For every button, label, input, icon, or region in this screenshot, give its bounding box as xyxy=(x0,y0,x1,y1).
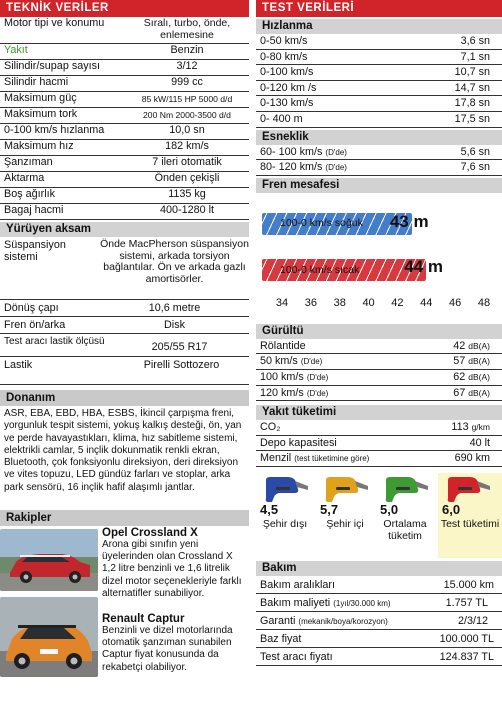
spec-row-torque: Maksimum tork 200 Nm 2000-3500 d/d xyxy=(0,108,249,124)
running-gear-table xyxy=(0,237,249,385)
rival-renault xyxy=(102,613,248,674)
renault-captur-photo xyxy=(0,597,98,677)
flexibility-header: Esneklik xyxy=(256,130,502,145)
spec-row-drive: Aktarma Önden çekişli xyxy=(0,172,249,188)
accel-row: 0- 400 m 17,5 sn xyxy=(256,112,502,128)
fuel-item xyxy=(256,473,314,558)
brake-tick-label: 42 xyxy=(391,296,404,309)
test-header: TEST VERİLERİ xyxy=(256,0,502,17)
flexibility-table xyxy=(256,145,502,176)
running-row-turning: Dönüş çapı 10,6 metre xyxy=(0,300,249,317)
running-row-tire: Lastik Pirelli Sottozero xyxy=(0,357,249,385)
fuel-item xyxy=(316,473,374,558)
spec-row-top-speed: Maksimum hız 182 km/s xyxy=(0,140,249,156)
running-row-brakes: Fren ön/arka Disk xyxy=(0,317,249,334)
test-data-column xyxy=(256,0,502,706)
specs-table xyxy=(0,17,249,220)
maint-row: Bakım maliyeti (1yıl/30.000 km) 1.757 TL xyxy=(256,594,502,612)
maintenance-header: Bakım xyxy=(256,561,502,576)
running-gear-header: Yürüyen aksam xyxy=(0,222,249,237)
accel-row: 0-80 km/s 7,1 sn xyxy=(256,50,502,66)
opel-crossland-photo xyxy=(0,529,98,591)
acceleration-header: Hızlanma xyxy=(256,19,502,34)
fuel-value: 4,5 xyxy=(260,501,279,517)
brake-distance-chart xyxy=(256,193,502,323)
accel-row: 0-130 km/s 17,8 sn xyxy=(256,96,502,112)
technical-data-column xyxy=(0,0,249,706)
maint-row: Garanti (mekanik/boya/korozyon) 2/3/12 xyxy=(256,612,502,630)
rival-opel xyxy=(102,527,248,600)
consumption-row: Menzil (test tüketimine göre) 690 km xyxy=(256,451,502,467)
brake-tick-label: 46 xyxy=(449,296,462,309)
consumption-row: CO₂ 113 g/km xyxy=(256,420,502,436)
noise-row: Rölantide 42 dB(A) xyxy=(256,339,502,355)
fuel-consumption-icons xyxy=(256,473,502,559)
spec-row-engine: Motor tipi ve konumu Sıralı, turbo, önde, enlemesine xyxy=(0,17,249,44)
brake-value-cold: 43 m xyxy=(389,211,429,231)
brake-label-hot: 100-0 km/s sıcak xyxy=(280,263,360,276)
noise-table xyxy=(256,339,502,401)
rival-opel-title: Opel Crossland X xyxy=(102,527,198,539)
fuel-label: Test tüketimi xyxy=(440,517,500,530)
accel-row: 0-120 km /s 14,7 sn xyxy=(256,81,502,97)
rival-renault-text: Benzinli ve dizel motorlarında otomatik şanzıman sunabilen Captur fiyat konusunda da rekabetçi olabiliyor. xyxy=(102,625,233,673)
brake-label-cold: 100-0 km/s soğuk xyxy=(280,216,363,229)
consumption-header: Yakıt tüketimi xyxy=(256,405,502,420)
fuel-nozzle-icon xyxy=(446,477,492,503)
fuel-nozzle-icon xyxy=(264,477,310,503)
rival-renault-title: Renault Captur xyxy=(102,613,185,625)
brake-tick-label: 44 xyxy=(420,296,433,309)
brake-header: Fren mesafesi xyxy=(256,178,502,193)
consumption-row: Depo kapasitesi 40 lt xyxy=(256,436,502,452)
noise-row: 50 km/s (D'de) 57 dB(A) xyxy=(256,354,502,370)
brake-tick-label: 36 xyxy=(304,296,317,309)
equipment-text: ASR, EBA, EBD, HBA, ESBS, İkincil çarpışma freni, yorgunluk tespit sistemi, yokuş kalkış desteği, ön, yan ve perde havayastıkları, klima, hız sabitleme sistemi, elektrikli camlar, 5 inçlik dokunmatik renkli ekran, Bluetooth, çok fonksiyonlu direksiyon, deri direksiyon ve vites topuzu, LED gündüz farları ve stoplar, arka park sensörü, 16 inçlik hafif alaşımlı jantlar. xyxy=(4,408,242,493)
noise-row: 120 km/s (D'de) 67 dB(A) xyxy=(256,386,502,402)
equipment-header: Donanım xyxy=(0,390,249,406)
fuel-label: Ortalama tüketim xyxy=(383,517,427,542)
noise-row: 100 km/s (D'de) 62 dB(A) xyxy=(256,370,502,386)
maint-row: Test aracı fiyatı 124.837 TL xyxy=(256,648,502,666)
brake-tick-label: 48 xyxy=(477,296,491,309)
running-row-suspension: Süspansiyon sistemi Önde MacPherson süspansiyon sistemi, arkada torsiyon bağlantılar. Ön ve arkada gazlı amortisörler. xyxy=(0,237,249,300)
fuel-value: 5,7 xyxy=(320,501,339,517)
fuel-value: 6,0 xyxy=(442,501,461,517)
acceleration-table xyxy=(256,34,502,128)
spec-row-power: Maksimum güç 85 kW/115 HP 5000 d/d xyxy=(0,92,249,108)
fuel-value: 5,0 xyxy=(380,501,399,517)
fuel-nozzle-icon xyxy=(324,477,370,503)
accel-row: 0-50 km/s 3,6 sn xyxy=(256,34,502,50)
running-row-tire-size: Test aracı lastik ölçüsü 205/55 R17 xyxy=(0,334,249,357)
brake-tick-label: 34 xyxy=(275,296,289,309)
spec-row-trunk: Bagaj hacmi 400-1280 lt xyxy=(0,204,249,220)
rival-opel-text: Arona gibi sınıfın yeni üyelerinden olan Crossland X 1,2 litre benzinli ve 1,6 litrelik dizel motor seçenekleriyle farklı alternatifler sunabiliyor. xyxy=(102,539,242,599)
brake-value-hot: 44 m xyxy=(404,256,444,276)
accel-row: 0-100 km/s 10,7 sn xyxy=(256,65,502,81)
maint-row: Baz fiyat 100.000 TL xyxy=(256,630,502,648)
maint-row: Bakım aralıkları 15.000 km xyxy=(256,576,502,594)
flex-row: 80- 120 km/s (D'de) 7,6 sn xyxy=(256,160,502,176)
noise-header: Gürültü xyxy=(256,324,502,339)
brake-tick-label: 40 xyxy=(362,296,375,309)
rivals-section xyxy=(0,526,249,686)
spec-row-cylinders: Silindir/supap sayısı 3/12 xyxy=(0,60,249,76)
fuel-nozzle-icon xyxy=(384,477,430,503)
flex-row: 60- 100 km/s (D'de) 5,6 sn xyxy=(256,145,502,161)
maintenance-table xyxy=(256,576,502,666)
spec-row-fuel: Yakıt Benzin xyxy=(0,44,249,60)
fuel-item xyxy=(376,473,434,558)
specs-header: TEKNİK VERİLER xyxy=(0,0,249,17)
rivals-header: Rakipler xyxy=(0,510,249,526)
consumption-table xyxy=(256,420,502,467)
fuel-label: Şehir içi xyxy=(326,517,364,530)
spec-row-displacement: Silindir hacmi 999 cc xyxy=(0,76,249,92)
fuel-label: Şehir dışı xyxy=(262,517,308,530)
spec-row-acceleration: 0-100 km/s hızlanma 10,0 sn xyxy=(0,124,249,140)
spec-row-weight: Boş ağırlık 1135 kg xyxy=(0,188,249,204)
brake-axis xyxy=(256,297,502,311)
spec-row-gearbox: Şanzıman 7 ileri otomatik xyxy=(0,156,249,172)
brake-tick-label: 38 xyxy=(333,296,346,309)
fuel-item xyxy=(438,473,502,558)
